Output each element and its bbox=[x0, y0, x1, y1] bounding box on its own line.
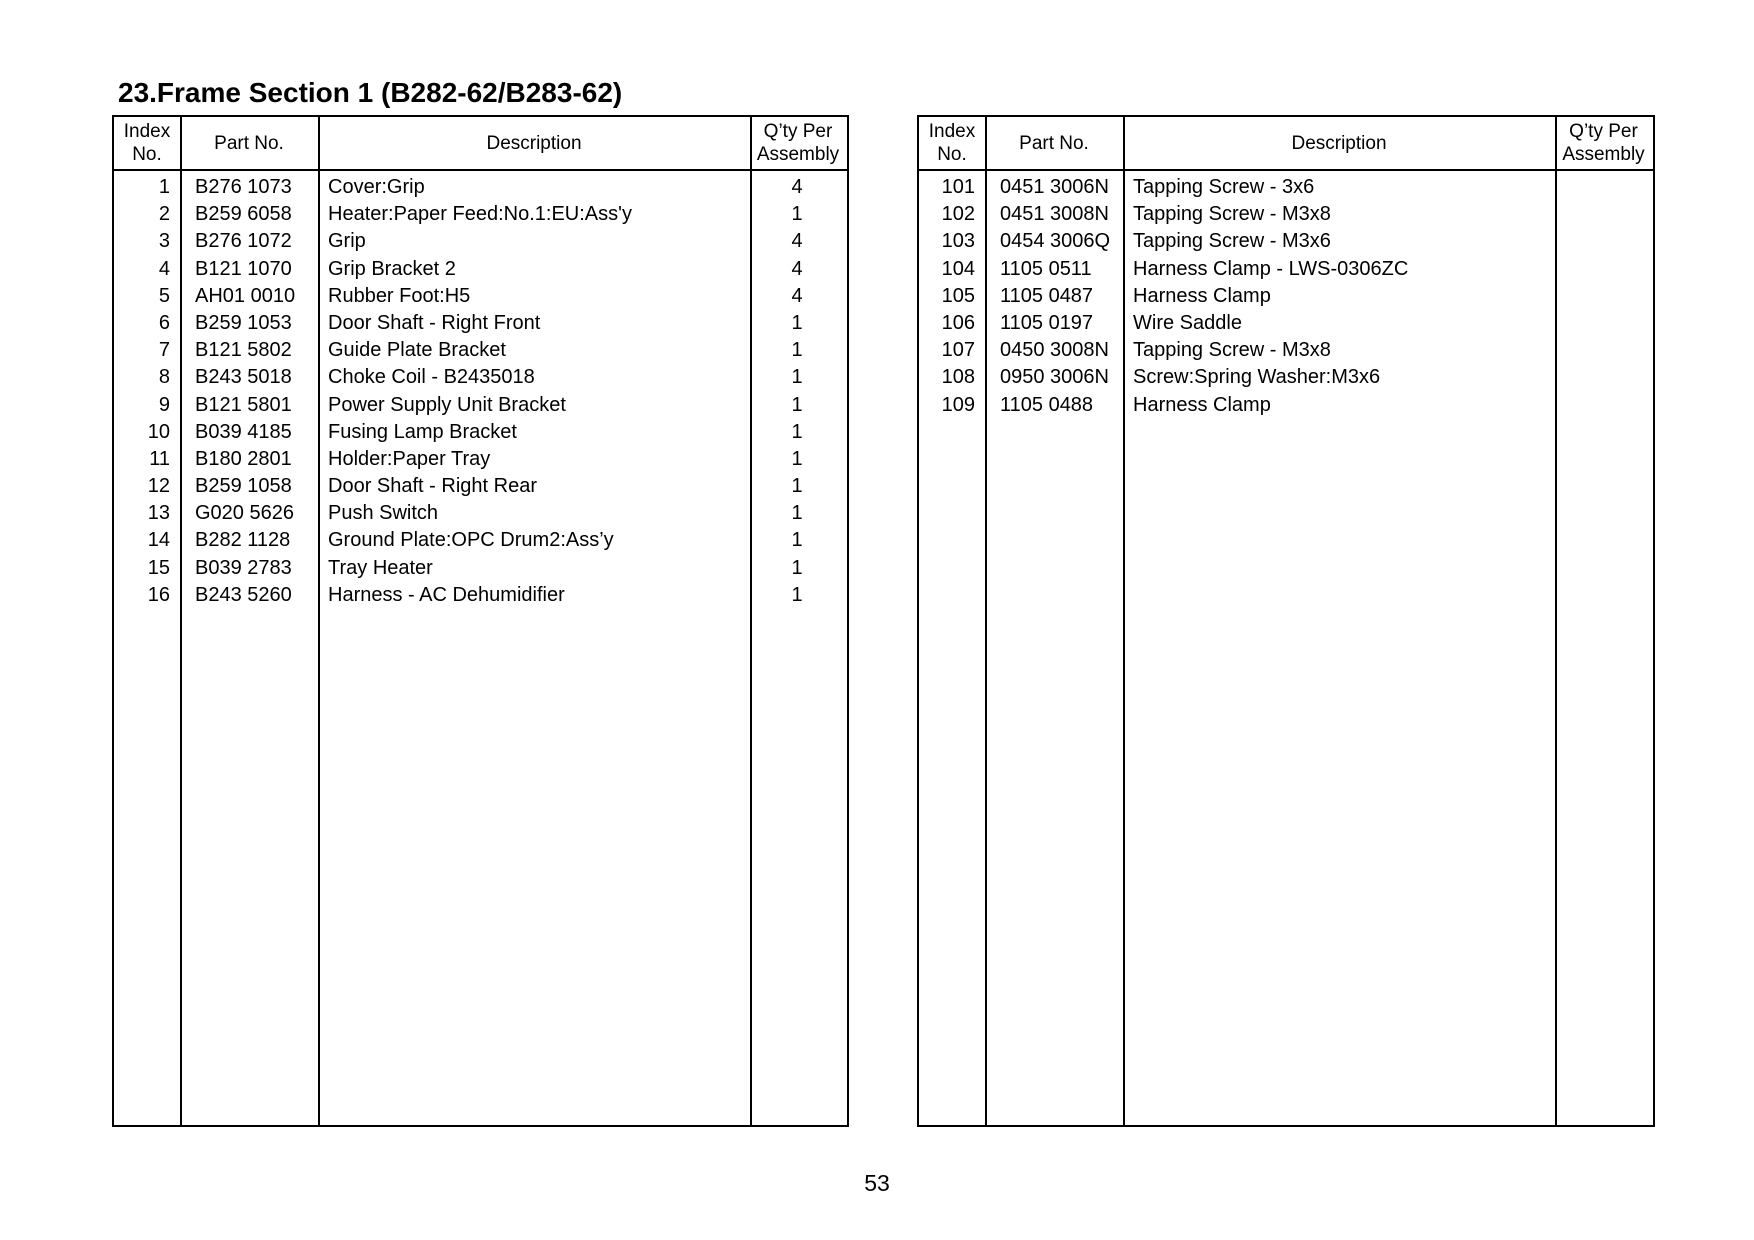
index-cell: 14 bbox=[147, 529, 170, 552]
description-cell: Tray Heater bbox=[328, 556, 433, 579]
part-no-cell: B276 1072 bbox=[195, 230, 292, 253]
table-row bbox=[114, 283, 847, 310]
description-cell: Door Shaft - Right Rear bbox=[328, 475, 537, 498]
table-row bbox=[919, 392, 1653, 419]
description-cell: Heater:Paper Feed:No.1:EU:Ass'y bbox=[328, 203, 632, 226]
header-part-no-label: Part No. bbox=[1019, 132, 1089, 154]
page-title: 23.Frame Section 1 (B282-62/B283-62) bbox=[118, 77, 623, 108]
index-cell: 10 bbox=[147, 420, 170, 443]
header-qty bbox=[750, 117, 846, 169]
qty-cell: 1 bbox=[791, 502, 803, 525]
description-cell: Rubber Foot:H5 bbox=[328, 284, 471, 307]
header-qty-line2: Assembly bbox=[756, 144, 840, 165]
description-cell: Ground Plate:OPC Drum2:Ass’y bbox=[328, 529, 614, 552]
parts-table-left bbox=[112, 115, 849, 1127]
description-cell: Harness - AC Dehumidifier bbox=[328, 583, 565, 606]
index-cell: 106 bbox=[941, 311, 975, 334]
description-cell: Power Supply Unit Bracket bbox=[328, 393, 566, 416]
part-no-cell: 0450 3008N bbox=[1000, 339, 1109, 362]
header-qty bbox=[1555, 117, 1652, 169]
table-row bbox=[114, 582, 847, 609]
part-no-cell: B121 5802 bbox=[195, 339, 292, 362]
index-cell: 11 bbox=[149, 447, 170, 470]
qty-cell: 1 bbox=[791, 447, 803, 470]
index-cell: 5 bbox=[158, 284, 170, 307]
part-no-cell: B282 1128 bbox=[195, 529, 291, 552]
part-no-cell: 1105 0488 bbox=[1000, 393, 1094, 416]
table-row bbox=[114, 256, 847, 283]
parts-table-right bbox=[917, 115, 1655, 1127]
part-no-cell: 0454 3006Q bbox=[1000, 230, 1111, 253]
qty-cell: 4 bbox=[791, 230, 803, 253]
qty-cell: 1 bbox=[791, 529, 803, 552]
table-row bbox=[114, 310, 847, 337]
part-no-cell: B039 4185 bbox=[195, 420, 292, 443]
description-cell: Push Switch bbox=[328, 502, 439, 525]
part-no-cell: 1105 0197 bbox=[1000, 311, 1094, 334]
qty-cell: 4 bbox=[791, 257, 803, 280]
description-cell: Fusing Lamp Bracket bbox=[328, 420, 517, 443]
description-cell: Door Shaft - Right Front bbox=[328, 311, 541, 334]
table-row bbox=[919, 174, 1653, 201]
table-body-right bbox=[919, 174, 1653, 419]
index-cell: 108 bbox=[941, 366, 975, 389]
part-no-cell: 1105 0487 bbox=[1000, 284, 1094, 307]
description-cell: Tapping Screw - M3x8 bbox=[1133, 339, 1331, 362]
table-row bbox=[114, 228, 847, 255]
index-cell: 105 bbox=[941, 284, 975, 307]
part-no-cell: B259 1058 bbox=[195, 475, 292, 498]
table-row bbox=[919, 364, 1653, 391]
qty-cell: 4 bbox=[791, 284, 803, 307]
qty-cell: 1 bbox=[791, 311, 803, 334]
qty-cell: 1 bbox=[791, 420, 803, 443]
index-cell: 9 bbox=[158, 393, 170, 416]
header-part-no bbox=[985, 117, 1123, 169]
index-cell: 102 bbox=[941, 203, 975, 226]
index-cell: 107 bbox=[941, 339, 975, 362]
part-no-cell: AH01 0010 bbox=[195, 284, 296, 307]
table-row bbox=[114, 527, 847, 554]
table-row bbox=[114, 419, 847, 446]
header-description bbox=[318, 117, 750, 169]
header-description bbox=[1123, 117, 1555, 169]
header-index bbox=[114, 117, 180, 169]
description-cell: Harness Clamp bbox=[1133, 284, 1271, 307]
table-row bbox=[919, 310, 1653, 337]
table-body-left bbox=[114, 174, 847, 609]
description-cell: Harness Clamp bbox=[1133, 393, 1271, 416]
index-cell: 104 bbox=[941, 257, 975, 280]
index-cell: 6 bbox=[158, 311, 170, 334]
index-cell: 3 bbox=[158, 230, 170, 253]
part-no-cell: B039 2783 bbox=[195, 556, 292, 579]
header-part-no-label: Part No. bbox=[214, 132, 284, 154]
index-cell: 109 bbox=[941, 393, 975, 416]
part-no-cell: B243 5260 bbox=[195, 583, 292, 606]
table-row bbox=[919, 256, 1653, 283]
qty-cell: 1 bbox=[791, 583, 803, 606]
index-cell: 2 bbox=[158, 203, 170, 226]
table-row bbox=[919, 337, 1653, 364]
header-index bbox=[919, 117, 985, 169]
part-no-cell: B243 5018 bbox=[195, 366, 292, 389]
header-index-line2: No. bbox=[937, 144, 967, 165]
description-cell: Choke Coil - B2435018 bbox=[328, 366, 535, 389]
header-rule bbox=[114, 169, 847, 171]
description-cell: Tapping Screw - 3x6 bbox=[1133, 176, 1315, 198]
table-row bbox=[114, 337, 847, 364]
table-row bbox=[114, 473, 847, 500]
qty-cell: 4 bbox=[791, 176, 803, 198]
description-cell: Grip bbox=[328, 230, 366, 253]
description-cell: Screw:Spring Washer:M3x6 bbox=[1133, 366, 1381, 389]
qty-cell: 1 bbox=[791, 339, 803, 362]
part-no-cell: B259 1053 bbox=[195, 311, 292, 334]
table-row bbox=[114, 555, 847, 582]
part-no-cell: 1105 0511 bbox=[1000, 257, 1092, 280]
index-cell: 15 bbox=[147, 556, 170, 579]
part-no-cell: G020 5626 bbox=[195, 502, 294, 525]
index-cell: 103 bbox=[941, 230, 975, 253]
header-qty-line1: Q’ty Per bbox=[1569, 121, 1638, 142]
header-part-no bbox=[180, 117, 318, 169]
description-cell: Grip Bracket 2 bbox=[328, 257, 456, 280]
header-description-label: Description bbox=[486, 132, 582, 154]
part-no-cell: 0451 3006N bbox=[1000, 176, 1109, 198]
table-row bbox=[114, 500, 847, 527]
table-row bbox=[114, 392, 847, 419]
index-cell: 8 bbox=[158, 366, 170, 389]
table-row bbox=[114, 174, 847, 201]
description-cell: Tapping Screw - M3x6 bbox=[1133, 230, 1331, 253]
header-rule bbox=[919, 169, 1653, 171]
header-index-line1: Index bbox=[928, 121, 976, 142]
part-no-cell: B121 1070 bbox=[195, 257, 292, 280]
qty-cell: 1 bbox=[791, 556, 803, 579]
header-index-line2: No. bbox=[132, 144, 162, 165]
header-index-line1: Index bbox=[123, 121, 171, 142]
qty-cell: 1 bbox=[791, 366, 803, 389]
header-description-label: Description bbox=[1291, 132, 1387, 154]
part-no-cell: B121 5801 bbox=[195, 393, 292, 416]
table-row bbox=[114, 446, 847, 473]
qty-cell: 1 bbox=[791, 393, 803, 416]
page-number: 53 bbox=[864, 1170, 890, 1196]
qty-cell: 1 bbox=[791, 475, 803, 498]
header-qty-line1: Q’ty Per bbox=[763, 121, 833, 142]
table-row bbox=[919, 228, 1653, 255]
index-cell: 4 bbox=[158, 257, 170, 280]
header-qty-line2: Assembly bbox=[1562, 144, 1645, 165]
description-cell: Harness Clamp - LWS-0306ZC bbox=[1133, 257, 1409, 280]
part-no-cell: 0950 3006N bbox=[1000, 366, 1109, 389]
index-cell: 101 bbox=[941, 176, 975, 198]
description-cell: Cover:Grip bbox=[328, 176, 425, 198]
part-no-cell: B180 2801 bbox=[195, 447, 292, 470]
index-cell: 7 bbox=[158, 339, 170, 362]
description-cell: Holder:Paper Tray bbox=[328, 447, 491, 470]
qty-cell: 1 bbox=[791, 203, 803, 226]
part-no-cell: 0451 3008N bbox=[1000, 203, 1109, 226]
description-cell: Wire Saddle bbox=[1133, 311, 1242, 334]
part-no-cell: B276 1073 bbox=[195, 176, 292, 198]
index-cell: 13 bbox=[147, 502, 170, 525]
table-row bbox=[114, 201, 847, 228]
table-row bbox=[114, 364, 847, 391]
index-cell: 12 bbox=[147, 475, 170, 498]
description-cell: Tapping Screw - M3x8 bbox=[1133, 203, 1331, 226]
index-cell: 1 bbox=[158, 176, 170, 198]
description-cell: Guide Plate Bracket bbox=[328, 339, 506, 362]
table-row bbox=[919, 283, 1653, 310]
part-no-cell: B259 6058 bbox=[195, 203, 292, 226]
table-row bbox=[919, 201, 1653, 228]
index-cell: 16 bbox=[147, 583, 170, 606]
